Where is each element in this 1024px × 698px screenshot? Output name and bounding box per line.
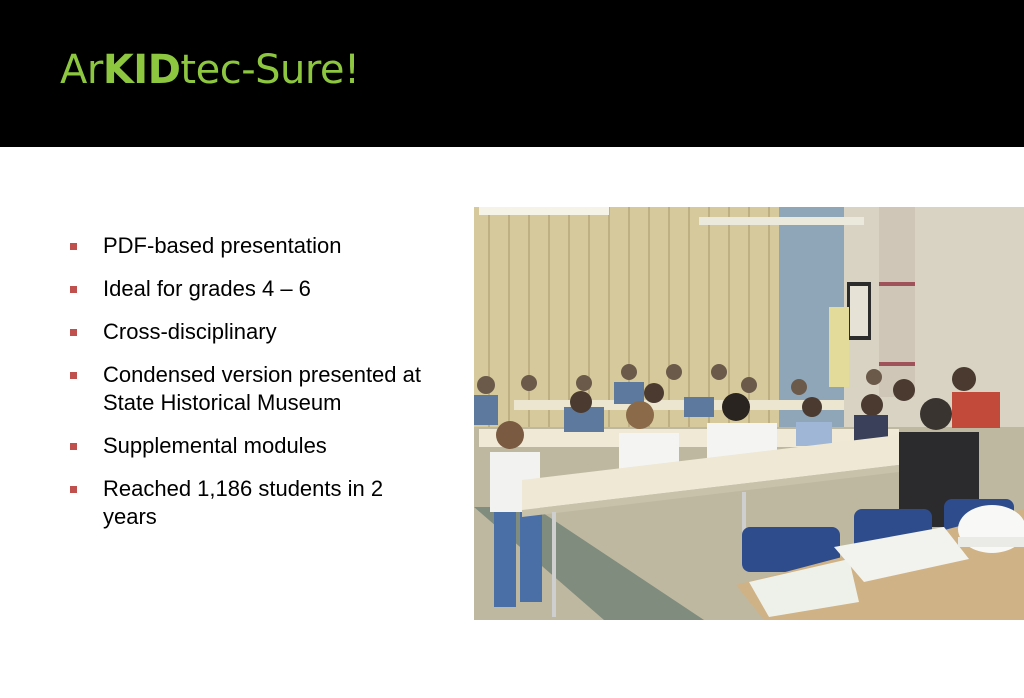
bullet-marker-icon <box>70 443 77 450</box>
bullet-item <box>70 318 440 346</box>
bullet-text: Ideal for grades 4 – 6 <box>103 276 311 301</box>
bullet-marker-icon <box>70 243 77 250</box>
classroom-photo <box>474 207 1024 620</box>
bullet-text: Supplemental modules <box>103 433 327 458</box>
bullet-text: PDF-based presentation <box>103 233 342 258</box>
bullet-list <box>70 232 440 546</box>
bullet-text: Condensed version presented at State Historical Museum <box>103 362 421 415</box>
header-bar <box>0 0 1024 147</box>
bullet-item <box>70 475 440 531</box>
bullet-text: Reached 1,186 students in 2 years <box>103 476 384 529</box>
title-emphasis: KID <box>102 47 181 93</box>
bullet-marker-icon <box>70 286 77 293</box>
bullet-text: Cross-disciplinary <box>103 319 277 344</box>
bullet-marker-icon <box>70 329 77 336</box>
bullet-marker-icon <box>70 486 77 493</box>
bullet-item <box>70 432 440 460</box>
title-suffix: tec-Sure! <box>180 47 360 93</box>
title-prefix: Ar <box>60 47 103 93</box>
bullet-item <box>70 361 440 417</box>
slide-title <box>60 48 360 92</box>
bullet-item <box>70 232 440 260</box>
bullet-item <box>70 275 440 303</box>
bullet-marker-icon <box>70 372 77 379</box>
